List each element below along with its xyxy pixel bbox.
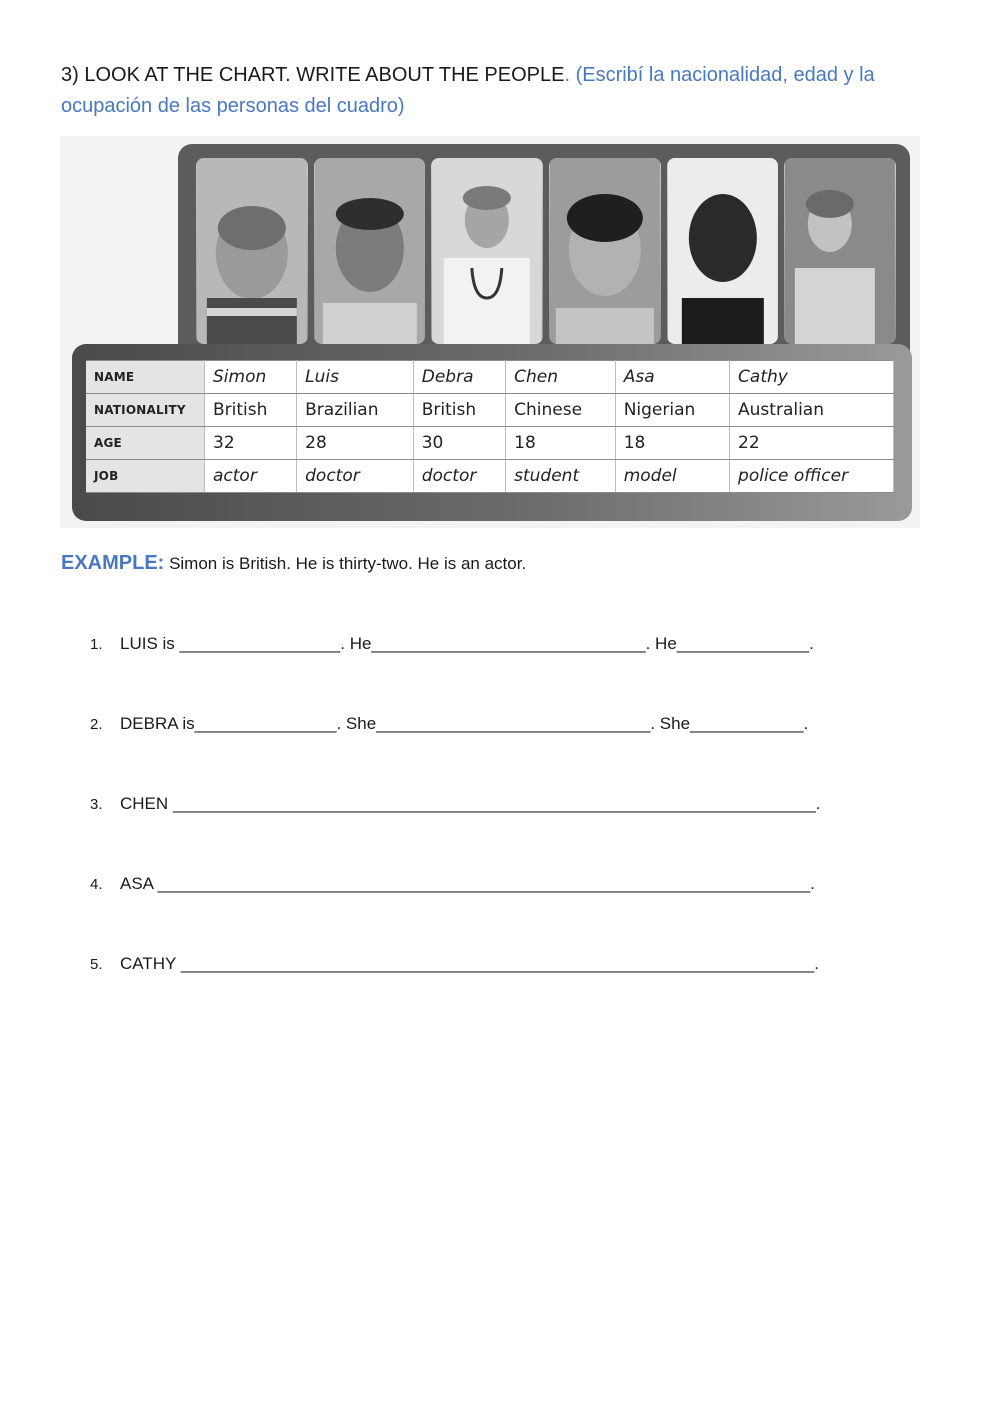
photo-cathy	[784, 158, 896, 344]
cell-age: 30	[413, 427, 505, 460]
cell-name: Simon	[205, 361, 297, 394]
people-chart-table	[86, 360, 894, 493]
example-sentence	[61, 548, 526, 579]
cell-nationality: Australian	[730, 394, 894, 427]
photo-luis	[314, 158, 426, 344]
cell-nationality: British	[205, 394, 297, 427]
photo-asa	[667, 158, 779, 344]
exercise-item	[90, 630, 850, 710]
cell-age: 18	[615, 427, 729, 460]
cell-job: doctor	[297, 460, 414, 493]
cell-age: 32	[205, 427, 297, 460]
cell-age: 28	[297, 427, 414, 460]
cell-name: Asa	[615, 361, 729, 394]
photo-chen	[549, 158, 661, 344]
exercise-number: 3.	[90, 796, 103, 813]
row-age	[86, 427, 894, 460]
cell-job: police officer	[730, 460, 894, 493]
row-header-age: AGE	[86, 427, 205, 460]
instruction-main: 3) LOOK AT THE CHART. WRITE ABOUT THE PEOPLE	[61, 64, 565, 86]
cell-nationality: Chinese	[506, 394, 616, 427]
photo-debra	[431, 158, 543, 344]
exercise-number: 1.	[90, 636, 103, 653]
exercise-number: 4.	[90, 876, 103, 893]
exercise-text: LUIS is _________________. He_____________________________. He______________.	[120, 634, 814, 653]
exercise-item	[90, 950, 850, 1030]
cell-job: student	[506, 460, 616, 493]
exercise-number: 5.	[90, 956, 103, 973]
exercise-item	[90, 870, 850, 950]
cell-name: Chen	[506, 361, 616, 394]
exercise-instruction	[61, 60, 941, 122]
exercise-item	[90, 710, 850, 790]
row-nationality	[86, 394, 894, 427]
cell-name: Cathy	[730, 361, 894, 394]
cell-nationality: Nigerian	[615, 394, 729, 427]
exercise-number: 2.	[90, 716, 103, 733]
exercise-text: CATHY ___________________________________________________________________.	[120, 954, 819, 973]
exercise-text: ASA _____________________________________________________________________.	[120, 874, 815, 893]
people-photos	[196, 158, 896, 344]
cell-age: 22	[730, 427, 894, 460]
example-text: Simon is British. He is thirty-two. He is an actor.	[164, 554, 527, 573]
example-label: EXAMPLE:	[61, 552, 165, 574]
instruction-spanish: . (Escribí la nacionalidad, edad y la ocupación de las personas del cuadro)	[61, 64, 875, 117]
cell-job: model	[615, 460, 729, 493]
cell-age: 18	[506, 427, 616, 460]
row-header-job: JOB	[86, 460, 205, 493]
exercise-item	[90, 790, 850, 870]
cell-name: Debra	[413, 361, 505, 394]
exercise-text: CHEN ____________________________________________________________________.	[120, 794, 821, 813]
cell-nationality: Brazilian	[297, 394, 414, 427]
cell-job: actor	[205, 460, 297, 493]
cell-name: Luis	[297, 361, 414, 394]
row-name	[86, 361, 894, 394]
row-header-nationality: NATIONALITY	[86, 394, 205, 427]
row-header-name: NAME	[86, 361, 205, 394]
exercise-list	[90, 630, 850, 1030]
photo-simon	[196, 158, 308, 344]
cell-job: doctor	[413, 460, 505, 493]
row-job	[86, 460, 894, 493]
exercise-text: DEBRA is_______________. She_____________________________. She____________.	[120, 714, 809, 733]
cell-nationality: British	[413, 394, 505, 427]
